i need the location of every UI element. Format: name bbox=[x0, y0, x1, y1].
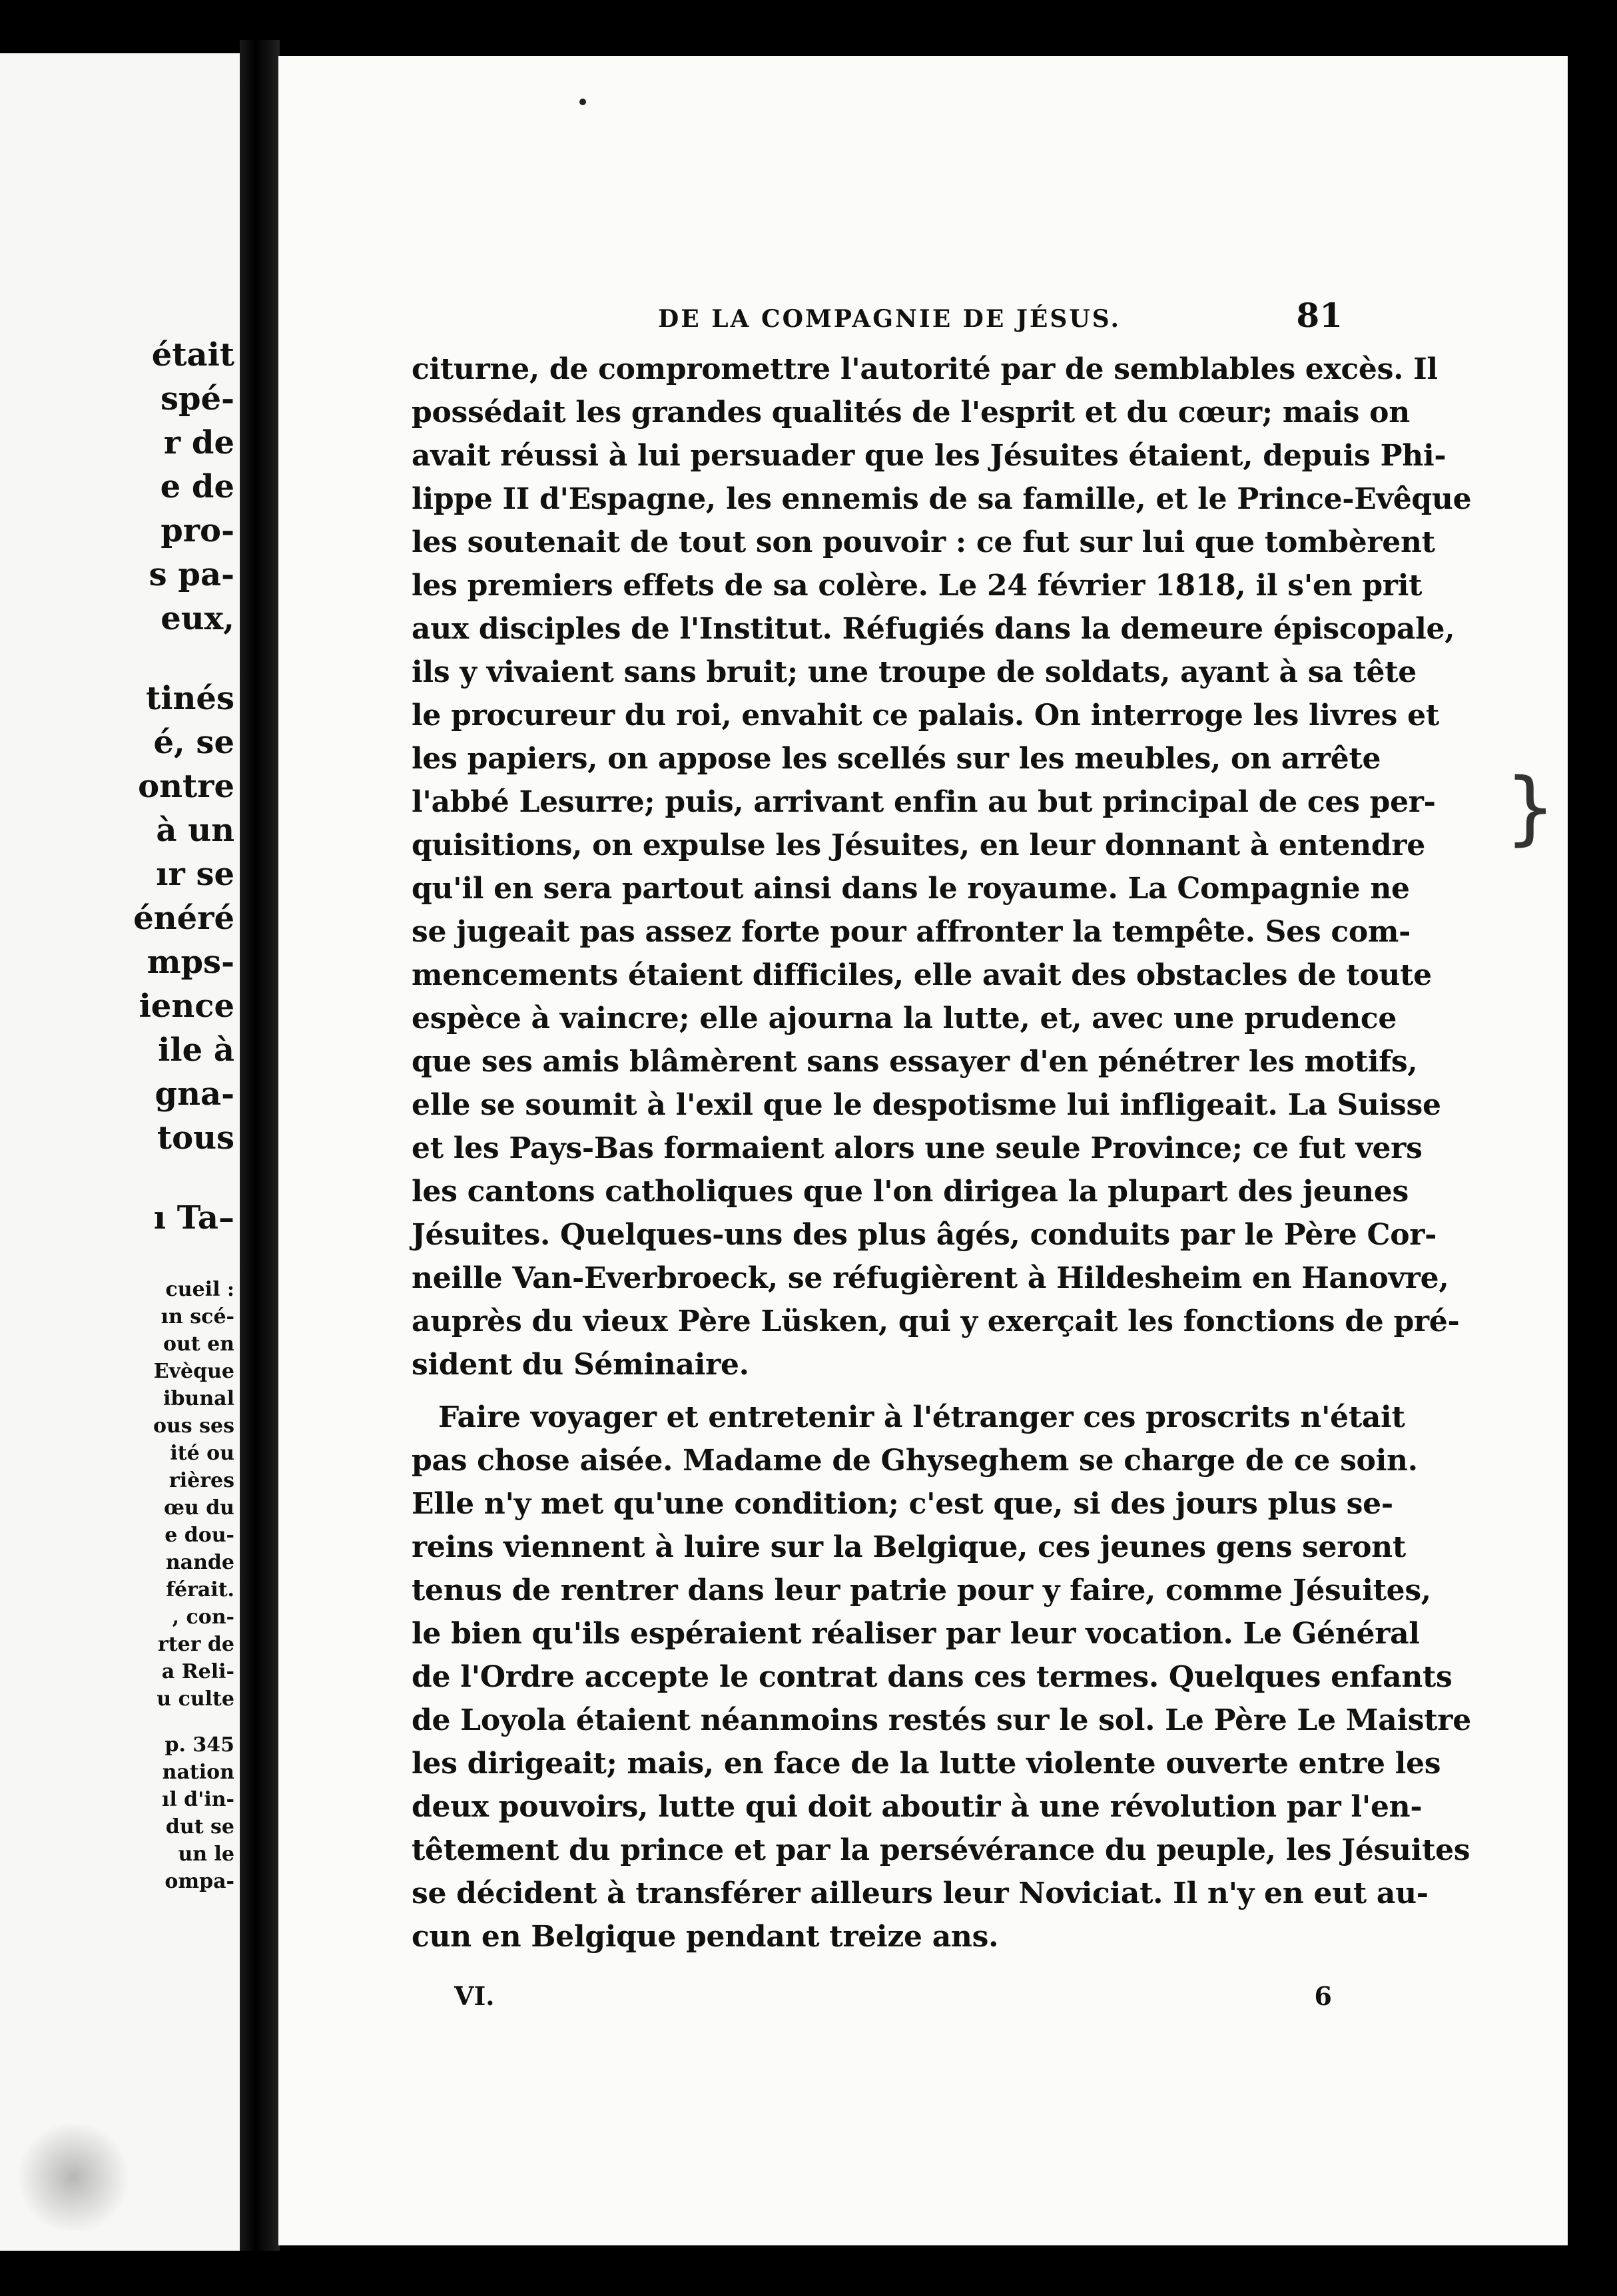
text-line: l'abbé Lesurre; puis, arrivant enfin au but principal de ces per- bbox=[412, 785, 1436, 819]
left-note-line: p. 345 bbox=[164, 1733, 234, 1757]
running-head bbox=[412, 296, 1343, 342]
text-line: et les Pays-Bas formaient alors une seule Province; ce fut vers bbox=[412, 1131, 1423, 1165]
left-line: ile à bbox=[158, 1031, 234, 1069]
left-note-line: a Reli- bbox=[161, 1660, 234, 1683]
page-footer bbox=[412, 1981, 1343, 2011]
page-body bbox=[412, 296, 1472, 2011]
left-line: ır se bbox=[156, 856, 234, 893]
left-line: eux, bbox=[161, 600, 234, 637]
text-line: sident du Séminaire. bbox=[412, 1348, 749, 1382]
text-line: lippe II d'Espagne, les ennemis de sa famille, et le Prince-Evêque bbox=[412, 482, 1472, 516]
text-line: de Loyola étaient néanmoins restés sur le sol. Le Père Le Maistre bbox=[412, 1703, 1471, 1737]
left-note-line: férait. bbox=[166, 1578, 234, 1601]
left-note-line: ın scé- bbox=[161, 1305, 234, 1328]
left-line: tous bbox=[157, 1119, 234, 1157]
text-line: les dirigeait; mais, en face de la lutte violente ouverte entre les bbox=[412, 1747, 1441, 1781]
text-line: le procureur du roi, envahit ce palais. On interroge les livres et bbox=[412, 699, 1439, 732]
text-line: le bien qu'ils espéraient réaliser par leur vocation. Le Général bbox=[412, 1617, 1420, 1651]
text-line: possédait les grandes qualités de l'esprit et du cœur; mais on bbox=[412, 396, 1410, 430]
text-line: auprès du vieux Père Lüsken, qui y exerçait les fonctions de pré- bbox=[412, 1304, 1460, 1338]
left-page-fragment bbox=[0, 53, 240, 2251]
left-note-line: nation bbox=[162, 1761, 234, 1784]
text-line: cun en Belgique pendant treize ans. bbox=[412, 1920, 999, 1954]
text-line: mencements étaient difficiles, elle avait des obstacles de toute bbox=[412, 958, 1432, 992]
running-title: DE LA COMPAGNIE DE JÉSUS. bbox=[658, 305, 1121, 333]
left-note-line: e dou- bbox=[164, 1524, 234, 1547]
text-line: deux pouvoirs, lutte qui doit aboutir à une révolution par l'en- bbox=[412, 1790, 1423, 1824]
gathering-number: 6 bbox=[1314, 1981, 1332, 2011]
left-line: était bbox=[151, 336, 234, 374]
text-line: se décident à transférer ailleurs leur Noviciat. Il n'y en eut au- bbox=[412, 1876, 1429, 1910]
left-line: gna- bbox=[155, 1075, 234, 1113]
left-line: à un bbox=[156, 812, 234, 849]
left-note-line: ibunal bbox=[163, 1387, 234, 1410]
text-line: de l'Ordre accepte le contrat dans ces termes. Quelques enfants bbox=[412, 1660, 1453, 1694]
left-line: s pa- bbox=[149, 556, 234, 593]
text-line: les cantons catholiques que l'on dirigea la plupart des jeunes bbox=[412, 1175, 1409, 1209]
left-note-line: ous ses bbox=[153, 1414, 234, 1438]
left-note-line: un le bbox=[178, 1843, 234, 1866]
left-line: r de bbox=[163, 424, 234, 461]
paragraph-2 bbox=[412, 1396, 1471, 1958]
book-gutter bbox=[240, 40, 280, 2251]
left-note-line: cueil : bbox=[165, 1278, 234, 1301]
margin-bracket-mark: } bbox=[1504, 762, 1556, 854]
page-number: 81 bbox=[1296, 296, 1343, 335]
text-line: que ses amis blâmèrent sans essayer d'en pénétrer les motifs, bbox=[412, 1045, 1418, 1079]
text-line: aux disciples de l'Institut. Réfugiés dans la demeure épiscopale, bbox=[412, 612, 1455, 646]
left-note-line: œu du bbox=[164, 1496, 234, 1520]
text-line: pas chose aisée. Madame de Ghyseghem se charge de ce soin. bbox=[412, 1444, 1418, 1478]
left-line: mps- bbox=[147, 944, 234, 981]
left-note-line: Evèque bbox=[153, 1360, 234, 1383]
text-line: les soutenait de tout son pouvoir : ce fut sur lui que tombèrent bbox=[412, 525, 1435, 559]
left-note-line: , con- bbox=[172, 1605, 234, 1629]
left-page-text bbox=[35, 333, 234, 1895]
left-line: ontre bbox=[138, 768, 234, 805]
left-line: ience bbox=[139, 988, 234, 1025]
text-line: elle se soumit à l'exil que le despotisme lui infligeait. La Suisse bbox=[412, 1088, 1441, 1122]
text-line: quisitions, on expulse les Jésuites, en leur donnant à entendre bbox=[412, 828, 1425, 862]
text-line: Jésuites. Quelques-uns des plus âgés, conduits par le Père Cor- bbox=[412, 1218, 1437, 1252]
text-line: neille Van-Everbroeck, se réfugièrent à Hildesheim en Hanovre, bbox=[412, 1261, 1449, 1295]
text-line: qu'il en sera partout ainsi dans le royaume. La Compagnie ne bbox=[412, 872, 1410, 906]
left-note-line: dut se bbox=[165, 1815, 234, 1839]
text-line: ils y vivaient sans bruit; une troupe de soldats, ayant à sa tête bbox=[412, 655, 1417, 689]
text-line: les premiers effets de sa colère. Le 24 février 1818, il s'en prit bbox=[412, 569, 1423, 603]
left-line: e de bbox=[160, 468, 234, 505]
text-line: espèce à vaincre; elle ajourna la lutte, et, avec une prudence bbox=[412, 1002, 1397, 1035]
left-line: pro- bbox=[161, 512, 234, 549]
left-line: ı Ta– bbox=[153, 1199, 234, 1237]
book-page bbox=[278, 56, 1568, 2245]
left-note-line: nande bbox=[165, 1551, 234, 1574]
ink-speck bbox=[579, 99, 586, 105]
text-line: reins viennent à luire sur la Belgique, ces jeunes gens seront bbox=[412, 1530, 1406, 1564]
text-line: têtement du prince et par la persévérance du peuple, les Jésuites bbox=[412, 1833, 1470, 1867]
left-line: spé- bbox=[160, 380, 234, 418]
left-note-line: ompa- bbox=[164, 1870, 234, 1893]
text-line: citurne, de compromettre l'autorité par de semblables excès. Il bbox=[412, 352, 1438, 386]
text-line: Faire voyager et entretenir à l'étranger ces proscrits n'était bbox=[438, 1400, 1405, 1434]
text-line: les papiers, on appose les scellés sur les meubles, on arrête bbox=[412, 742, 1381, 776]
left-note-line: out en bbox=[162, 1332, 234, 1356]
text-line: Elle n'y met qu'une condition; c'est que, si des jours plus se- bbox=[412, 1487, 1393, 1521]
signature-mark: VI. bbox=[454, 1981, 495, 2011]
left-note-line: ité ou bbox=[170, 1442, 234, 1465]
page-smudge bbox=[13, 2124, 133, 2231]
text-line: tenus de rentrer dans leur patrie pour y faire, comme Jésuites, bbox=[412, 1574, 1431, 1607]
left-note-line: u culte bbox=[157, 1687, 234, 1711]
left-note-line: rter de bbox=[157, 1633, 234, 1656]
left-note-line: rières bbox=[168, 1469, 234, 1492]
text-line: avait réussi à lui persuader que les Jésuites étaient, depuis Phi- bbox=[412, 439, 1447, 473]
left-line: é, se bbox=[153, 724, 234, 761]
left-line: tinés bbox=[146, 680, 234, 717]
text-line: se jugeait pas assez forte pour affronter la tempête. Ses com- bbox=[412, 915, 1411, 949]
left-note-line: ıl d'in- bbox=[161, 1788, 234, 1811]
paragraph-1 bbox=[412, 348, 1472, 1386]
left-line: énéré bbox=[133, 900, 234, 937]
